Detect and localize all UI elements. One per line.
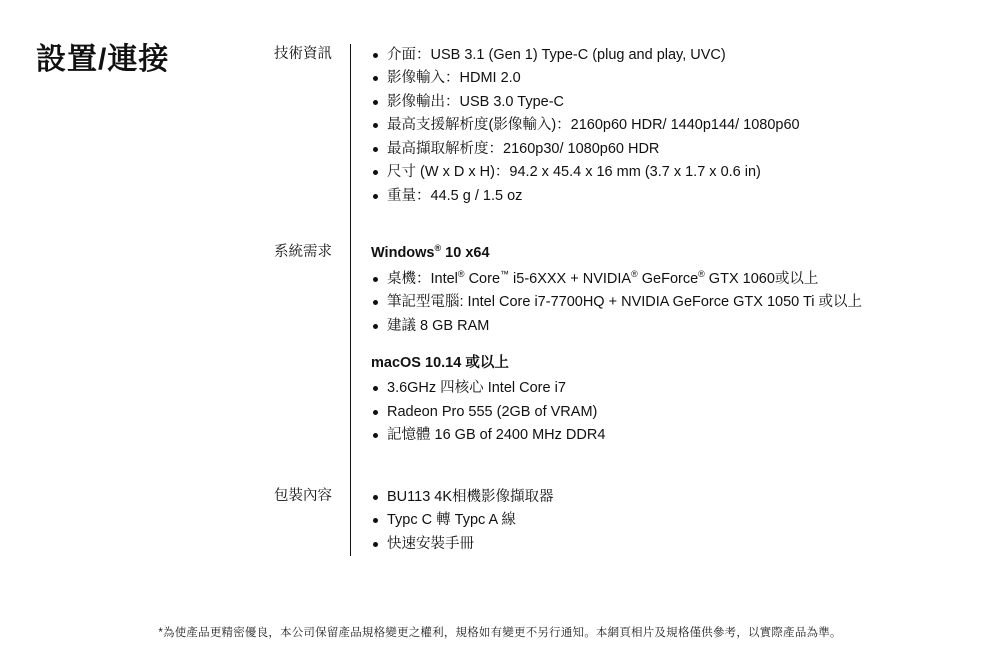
spec-row-label-sysreq: 系統需求: [274, 244, 332, 261]
spec-table: [240, 44, 960, 556]
list-item: 最高支援解析度(影像輸入)：2160p60 HDR/ 1440p144/ 1080p60: [371, 114, 960, 137]
list-item: Radeon Pro 555 (2GB of VRAM): [371, 401, 960, 424]
text-fragment: GTX 1060或以上: [704, 270, 819, 287]
list-item: Typc C 轉 Typc A 線: [371, 509, 960, 532]
list-item: 3.6GHz 四核心 Intel Core i7: [371, 377, 960, 400]
page-title: 設置/連接: [36, 43, 170, 76]
registered-icon: ®: [631, 268, 638, 279]
spec-row-tech: [240, 44, 960, 208]
list-item: BU113 4K相機影像擷取器: [371, 486, 960, 509]
list-item: 快速安裝手冊: [371, 533, 960, 556]
spec-row-spacer-1: [240, 208, 960, 242]
macos-requirements-list: [371, 377, 960, 447]
list-item: 重量：44.5 g / 1.5 oz: [371, 185, 960, 208]
spacer-label: [240, 208, 350, 230]
list-item: 建議 8 GB RAM: [371, 315, 960, 338]
text-fragment: GeForce: [637, 270, 699, 287]
package-contents-list: [371, 486, 960, 556]
trademark-icon: ™: [500, 268, 509, 279]
spec-row-label-package: 包裝內容: [274, 487, 332, 504]
spacer-body: [350, 208, 960, 242]
registered-icon: ®: [434, 243, 442, 254]
text-fragment: Core: [464, 270, 501, 287]
list-item: 筆記型電腦: Intel Core i7-7700HQ + NVIDIA GeForce GTX 1050 Ti 或以上: [371, 291, 960, 314]
spec-row-package: [240, 486, 960, 556]
registered-icon: ®: [457, 268, 465, 279]
list-item: [371, 268, 960, 291]
list-item: 記憶體 16 GB of 2400 MHz DDR4: [371, 424, 960, 447]
windows-heading-prefix: Windows: [371, 245, 435, 262]
list-item: 影像輸入：HDMI 2.0: [371, 67, 960, 90]
spec-row-label-tech: 技術資訊: [274, 46, 332, 62]
registered-icon: ®: [698, 268, 705, 279]
spec-row-body-sysreq: [350, 242, 960, 447]
windows-heading: [371, 242, 960, 265]
list-item: 介面：USB 3.1 (Gen 1) Type-C (plug and play, UVC): [371, 44, 960, 67]
spec-row-body-tech: [350, 44, 960, 208]
spacer-label: [240, 448, 350, 470]
windows-requirements-list: [371, 268, 960, 338]
list-item: 尺寸 (W x D x H)：94.2 x 45.4 x 16 mm (3.7 x 1.7 x 0.6 in): [371, 161, 960, 184]
macos-heading: macOS 10.14 或以上: [371, 355, 509, 372]
list-item: 影像輸出：USB 3.0 Type-C: [371, 91, 960, 114]
spec-row-spacer-2: [240, 448, 960, 486]
text-fragment: 桌機：Intel: [387, 270, 458, 287]
spacer-body: [350, 448, 960, 486]
text-fragment: i5-6XXX + NVIDIA: [509, 270, 632, 287]
windows-heading-suffix: 10 x64: [441, 245, 490, 262]
tech-spec-list: [371, 44, 960, 208]
list-item: 最高擷取解析度：2160p30/ 1080p60 HDR: [371, 138, 960, 161]
footnote: *為使產品更精密優良，本公司保留產品規格變更之權利，規格如有變更不另行通知。本網頁相片及規格僅供參考，以實際產品為準。: [158, 627, 842, 639]
spec-row-sysreq: [240, 242, 960, 447]
spec-row-body-package: [350, 486, 960, 556]
